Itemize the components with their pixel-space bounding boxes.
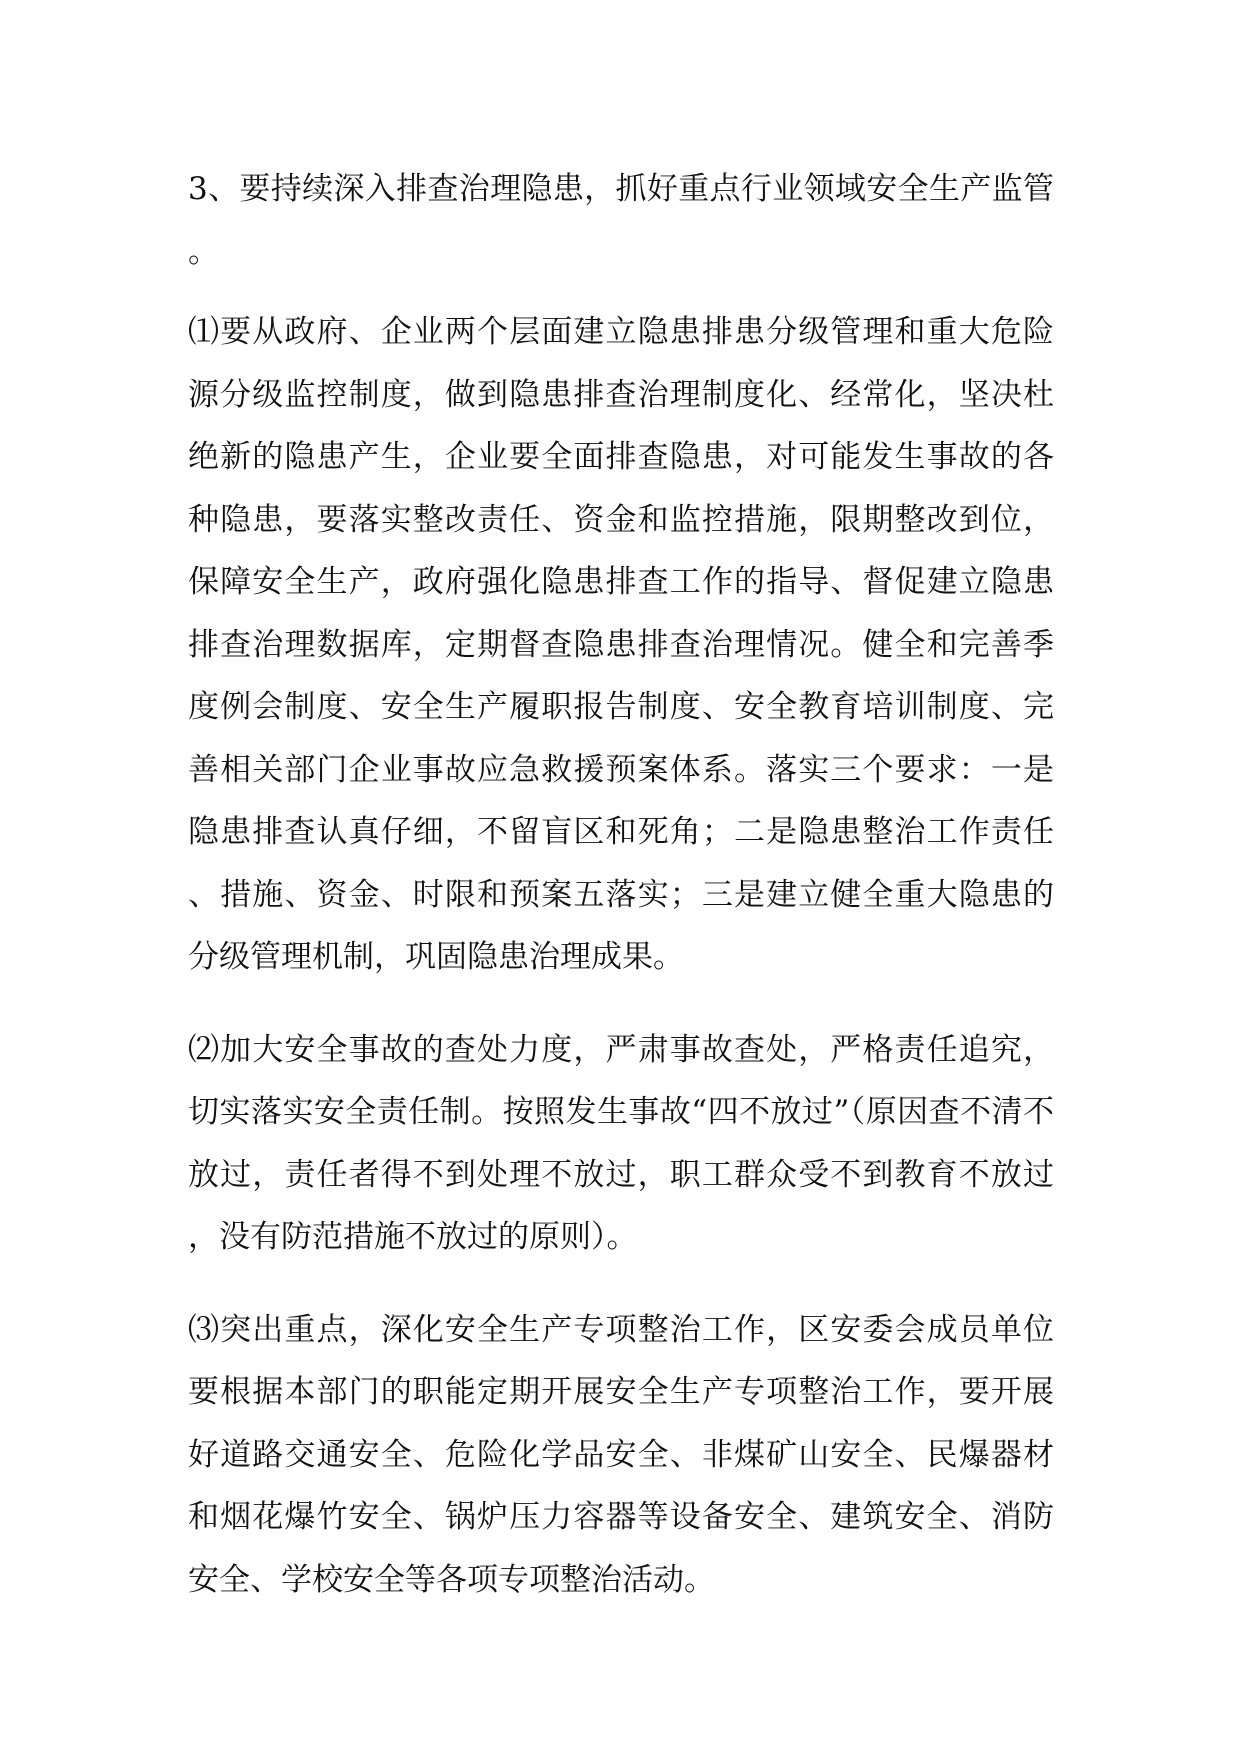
paragraph-3: ⑶突出重点，深化安全生产专项整治工作，区安委会成员单位要根据本部门的职能定期开展安全生产专项整治工作，要开展好道路交通安全、危险化学品安全、非煤矿山安全、民爆器材和烟花爆竹安全、锅炉压力容器等设备安全、建筑安全、消防安全、学校安全等各项专项整治活动。 xyxy=(188,1311,1054,1598)
section-heading: 3、要持续深入排查治理隐患，抓好重点行业领域安全生产监管。 xyxy=(188,171,1054,270)
document-body xyxy=(188,158,1054,1611)
paragraph-1: ⑴要从政府、企业两个层面建立隐患排患分级管理和重大危险源分级监控制度，做到隐患排查治理制度化、经常化，坚决杜绝新的隐患产生，企业要全面排查隐患，对可能发生事故的各种隐患，要落实整改责任、资金和监控措施，限期整改到位，保障安全生产，政府强化隐患排查工作的指导、督促建立隐患排查治理数据库，定期督查隐患排查治理情况。健全和完善季度例会制度、安全生产履职报告制度、安全教育培训制度、完善相关部门企业事故应急救援预案体系。落实三个要求：一是隐患排查认真仔细，不留盲区和死角；二是隐患整治工作责任、措施、资金、时限和预案五落实；三是建立健全重大隐患的分级管理机制，巩固隐患治理成果。 xyxy=(188,314,1054,975)
paragraph-2: ⑵加大安全事故的查处力度，严肃事故查处，严格责任追究，切实落实安全责任制。按照发生事故“四不放过”（原因查不清不放过，责任者得不到处理不放过，职工群众受不到教育不放过，没有防范措施不放过的原则）。 xyxy=(188,1031,1054,1255)
